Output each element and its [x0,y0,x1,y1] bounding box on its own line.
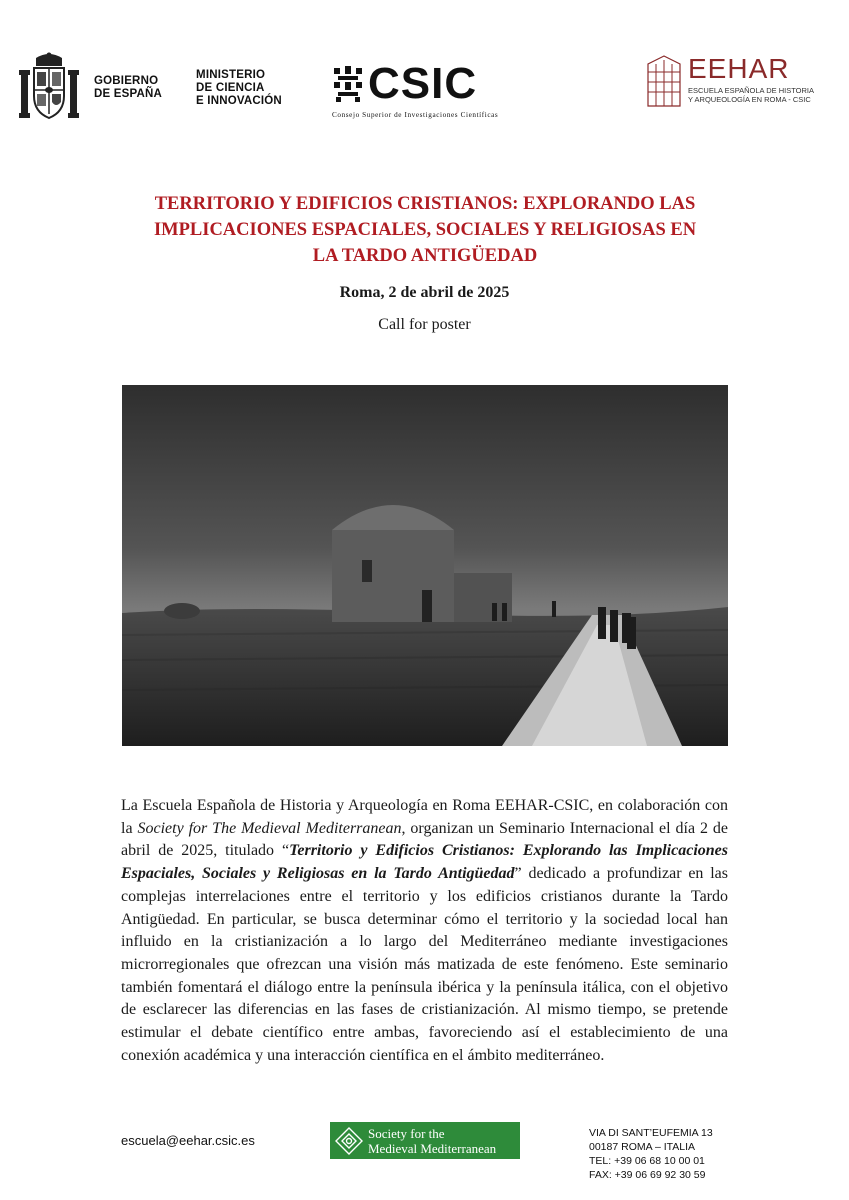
csic-wordmark: CSIC [368,59,478,108]
postal-address [589,1126,713,1182]
body-text-3: ” dedicado a profundizar en las complejas interrelaciones entre el territorio y los edificios cristianos durante la Tardo Antigüedad. En particular, se busca determinar cómo el territorio y la sociedad local han influido en la cristianización a lo largo del Mediterráneo mediante investigaciones microrregionales que ofrezcan una visión más matizada de este fenómeno. Este seminario también fomentará el diálogo entre la península ibérica y la península itálica, con el objetivo de esclarecer las diferencias en las fases de cristianización. Al mismo tiempo, se pretende estimular el debate científico entre ambas, favoreciendo así el establecimiento de una conexión académica y una interacción científica en el ámbito mediterráneo. [121,865,728,1064]
ministerio-line-2: DE CIENCIA [196,81,265,94]
title-line-3: LA TARDO ANTIGÜEDAD [312,246,538,266]
address-phone: TEL: +39 06 68 10 00 01 [589,1155,705,1167]
title-line-1: TERRITORIO Y EDIFICIOS CRISTIANOS: EXPLORANDO LAS [154,194,696,214]
contact-email[interactable]: escuela@eehar.csic.es [121,1133,255,1148]
body-text-2: , organizan un Seminario Internacional el día 2 de abril de 2025, titulado “ [121,819,729,860]
gobierno-line-2: DE ESPAÑA [94,88,163,100]
eehar-logo [646,54,814,108]
title-line-2: IMPLICACIONES ESPACIALES, SOCIALES Y RELIGIOSAS EN [153,220,697,240]
society-logo-line-1: Society for the [368,1125,445,1141]
page-title [100,191,750,269]
header [0,50,849,130]
eehar-wordmark: EEHAR [688,53,790,84]
body-text-1: La Escuela Española de Historia y Arqueología en Roma EEHAR-CSIC, en colaboración con la [121,797,728,837]
body-paragraph [121,795,728,1067]
building-facade-icon [646,54,682,108]
ornament-icon [334,1126,364,1156]
society-medieval-mediterranean-logo [330,1122,520,1159]
csic-fullname: Consejo Superior de Investigaciones Científicas [332,111,499,119]
gobierno-line-1: GOBIERNO [94,75,159,87]
body-society-name: Society for The Medieval Mediterranean [137,819,402,837]
coat-of-arms-icon [18,52,80,124]
gobierno-de-espana-logo [18,52,282,124]
address-city: 00187 ROMA – ITALIA [589,1141,696,1153]
body-seminar-title: Territorio y Edificios Cristianos: Explorando las Implicaciones Espaciales, Sociales y Religiosas en la Tardo Antigüedad [121,842,728,883]
ministerio-text [196,69,282,108]
csic-emblem-icon [332,64,364,104]
address-fax: FAX: +39 06 69 92 30 59 [589,1169,706,1181]
ministerio-line-1: MINISTERIO [196,68,266,81]
call-for-poster: Call for poster [378,316,471,333]
eehar-fullname-2: Y ARQUEOLOGÍA EN ROMA - CSIC [688,95,811,104]
event-date: Roma, 2 de abril de 2025 [339,284,510,301]
church-photo [122,385,728,746]
ministerio-line-3: E INNOVACIÓN [196,94,282,107]
csic-logo [332,59,499,119]
society-logo-line-2: Medieval Mediterranean [368,1140,497,1156]
address-street: VIA DI SANT’EUFEMIA 13 [589,1127,713,1139]
gobierno-text [94,75,162,101]
eehar-fullname-1: ESCUELA ESPAÑOLA DE HISTORIA [688,86,815,95]
